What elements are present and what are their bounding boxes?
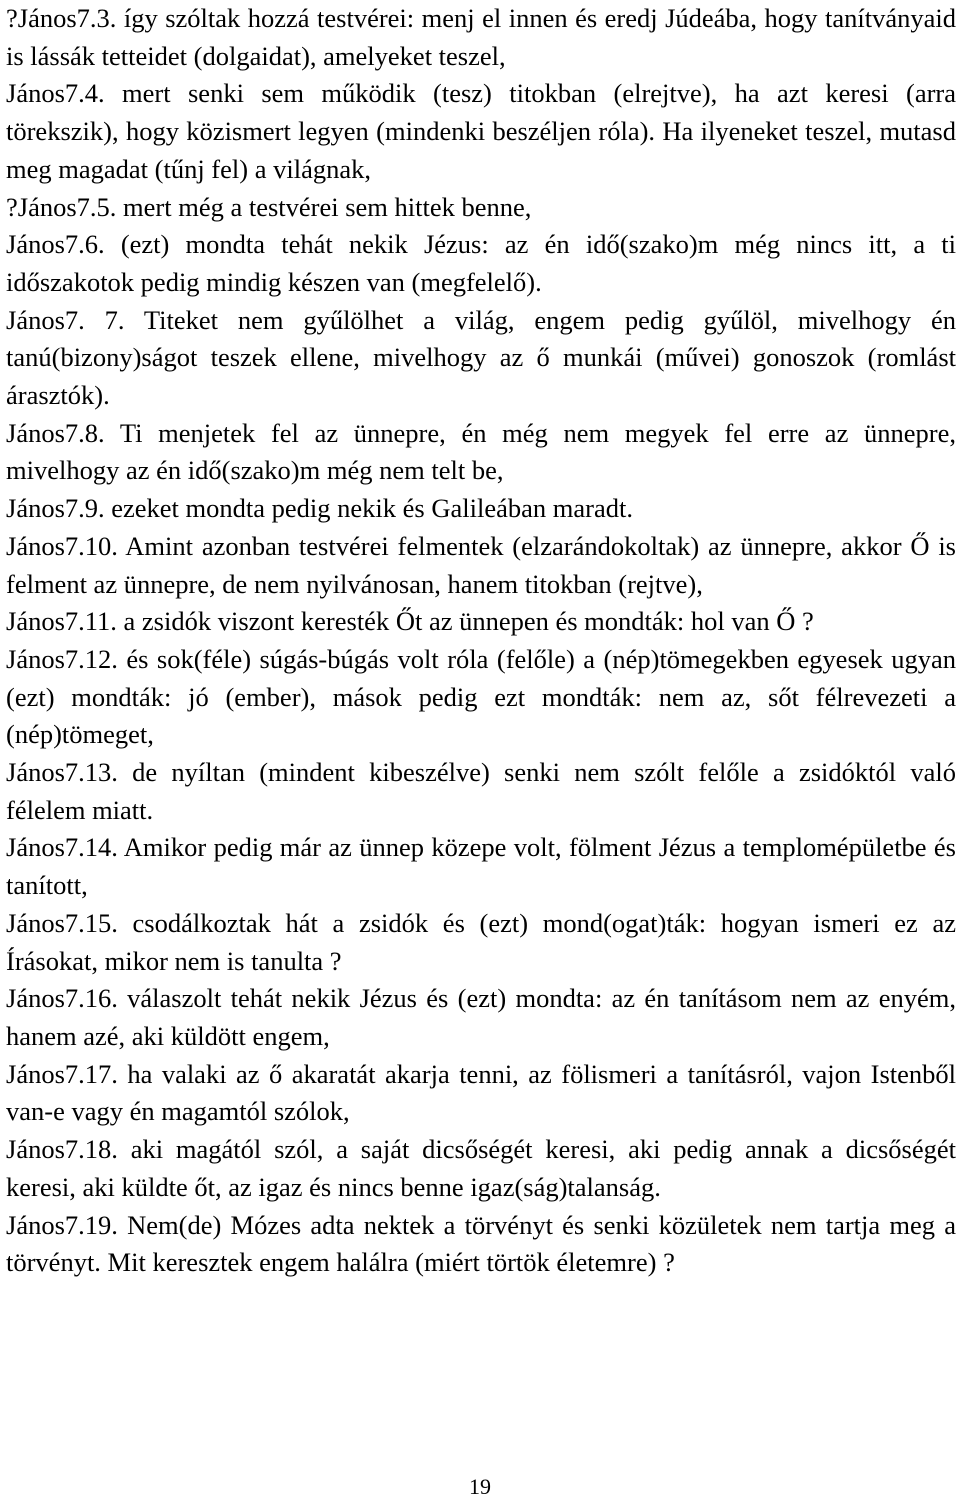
- verse-paragraph: János7.6. (ezt) mondta tehát nekik Jézus: az én idő(szako)m még nincs itt, a ti időszakotok pedig mindig készen van (megfelelő).: [6, 229, 956, 297]
- verse-paragraph: János7.16. válaszolt tehát nekik Jézus és (ezt) mondta: az én tanításom nem az enyém, hanem azé, aki küldött engem,: [6, 983, 956, 1051]
- verse-paragraph: János7.9. ezeket mondta pedig nekik és Galileában maradt.: [6, 493, 633, 524]
- verse-paragraph: János7.17. ha valaki az ő akaratát akarja tenni, az fölismeri a tanításról, vajon Istenből van-e vagy én magamtól szólok,: [6, 1058, 956, 1127]
- verse-paragraph: János7.4. mert senki sem működik (tesz) titokban (elrejtve), ha azt keresi (arra törekszik), hogy közismert legyen (mindenki beszéljen róla). Ha ilyeneket teszel, mutasd meg magadat (tűnj fel) a világnak,: [6, 78, 956, 184]
- verse-paragraph: János7.13. de nyíltan (mindent kibeszélve) senki nem szólt felőle a zsidóktól való félelem miatt.: [6, 757, 956, 825]
- verse-paragraph: János7.10. Amint azonban testvérei felmentek (elzarándokoltak) az ünnepre, akkor Ő is felment az ünnepre, de nem nyilvánosan, hanem titokban (rejtve),: [6, 530, 956, 599]
- verse-paragraph: János7.18. aki magától szól, a saját dicsőségét keresi, aki pedig annak a dicsőségét keresi, aki küldte őt, az igaz és nincs benne igaz(ság)talanság.: [6, 1134, 956, 1202]
- verse-paragraph: János7.19. Nem(de) Mózes adta nektek a törvényt és senki közületek nem tartja meg a törvényt. Mit keresztek engem halálra (miért törtök életemre) ?: [6, 1209, 956, 1278]
- page-number: 19: [469, 1474, 491, 1499]
- verse-paragraph: János7.8. Ti menjetek fel az ünnepre, én még nem megyek fel erre az ünnepre, mivelhogy az én idő(szako)m még nem telt be,: [6, 417, 956, 486]
- verse-paragraph: János7.11. a zsidók viszont keresték Őt az ünnepen és mondták: hol van Ő ?: [6, 606, 814, 637]
- verse-paragraph: ?János7.5. mert még a testvérei sem hittek benne,: [6, 191, 532, 222]
- verse-paragraph: ?János7.3. így szóltak hozzá testvérei: menj el innen és eredj Júdeába, hogy tanítványaid is lássák tetteidet (dolgaidat), amelyeket teszel,: [6, 3, 956, 71]
- verse-paragraph: János7.14. Amikor pedig már az ünnep közepe volt, fölment Jézus a templomépületbe és tanított,: [6, 832, 956, 901]
- verse-paragraph: János7. 7. Titeket nem gyűlölhet a világ, engem pedig gyűlöl, mivelhogy én tanú(bizony)ságot teszek ellene, mivelhogy az ő munkái (művei) gonoszok (romlást árasztók).: [6, 304, 956, 411]
- document-body: [6, 0, 956, 1282]
- verse-paragraph: János7.15. csodálkoztak hát a zsidók és (ezt) mond(ogat)ták: hogyan ismeri ez az Írásokat, mikor nem is tanulta ?: [6, 907, 956, 976]
- verse-paragraph: János7.12. és sok(féle) súgás-búgás volt róla (felőle) a (nép)tömegekben egyesek ugyan (ezt) mondták: jó (ember), mások pedig ezt mondták: nem az, sőt félrevezeti a (nép)tömeget,: [6, 643, 956, 750]
